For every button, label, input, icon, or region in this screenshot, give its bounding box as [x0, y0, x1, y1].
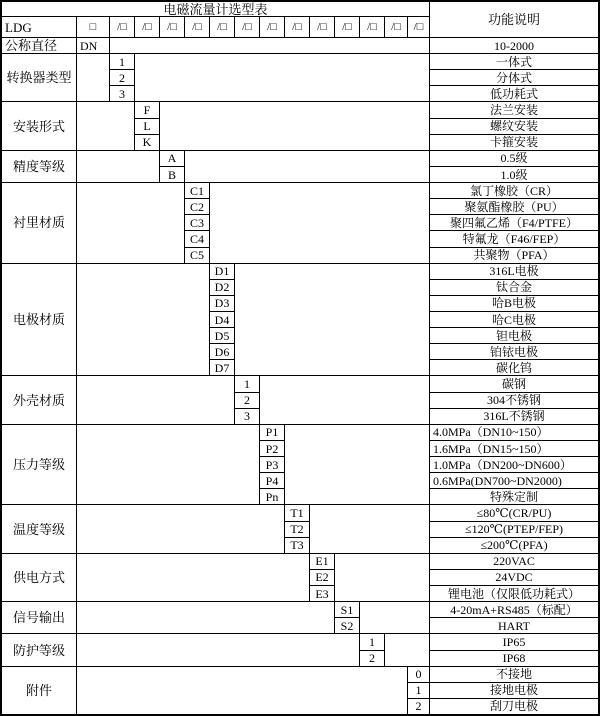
- empty-region: [310, 505, 429, 552]
- option-desc: 碳钢: [430, 376, 598, 391]
- empty-region: [77, 54, 109, 101]
- option-desc: 铂铱电极: [430, 344, 598, 359]
- code-slot: /□: [235, 17, 259, 37]
- option-code: T3: [285, 538, 309, 553]
- option-code: 1: [360, 634, 384, 649]
- option-code: B: [160, 167, 184, 182]
- option-desc: 316L不锈钢: [430, 409, 598, 424]
- model-box: □: [77, 17, 109, 37]
- section-label: 防护等级: [2, 634, 76, 665]
- option-code: Pn: [260, 489, 284, 504]
- option-code: D1: [210, 264, 234, 279]
- code-slot: /□: [185, 17, 209, 37]
- option-desc: 316L电极: [430, 264, 598, 279]
- option-code: F: [135, 102, 159, 117]
- empty-region: [135, 54, 429, 101]
- option-code: P1: [260, 425, 284, 440]
- option-code: 3: [235, 409, 259, 424]
- option-code: 1: [408, 683, 429, 698]
- diameter-desc: 10-2000: [430, 38, 598, 53]
- code-slot: /□: [260, 17, 284, 37]
- section-label: 衬里材质: [2, 183, 76, 263]
- section-label: 精度等级: [2, 151, 76, 182]
- option-desc: 分体式: [430, 70, 598, 85]
- option-code: S2: [335, 618, 359, 633]
- section-label: 电极材质: [2, 264, 76, 376]
- option-desc: 哈B电极: [430, 296, 598, 311]
- option-code: 1: [110, 54, 134, 69]
- empty-region: [210, 183, 429, 263]
- option-desc: 钛合金: [430, 280, 598, 295]
- option-desc: 碳化钨: [430, 360, 598, 375]
- option-desc: 一体式: [430, 54, 598, 69]
- option-desc: 特殊定制: [430, 489, 598, 504]
- code-slot: /□: [335, 17, 359, 37]
- code-slot: /□: [160, 17, 184, 37]
- option-desc: 1.0级: [430, 167, 598, 182]
- table-title: 电磁流量计选型表: [2, 2, 429, 16]
- empty-region: [77, 425, 259, 505]
- option-desc: 24VDC: [430, 570, 598, 585]
- option-code: D5: [210, 328, 234, 343]
- option-desc: 钽电极: [430, 328, 598, 343]
- option-desc: ≤120℃(PTEP/FEP): [430, 522, 598, 537]
- empty-region: [77, 505, 284, 552]
- empty-region: [77, 554, 309, 601]
- empty-region: [77, 102, 134, 149]
- option-desc: 刮刀电极: [430, 699, 598, 714]
- code-slot: /□: [310, 17, 334, 37]
- option-code: E2: [310, 570, 334, 585]
- option-code: 2: [408, 699, 429, 714]
- empty-region: [260, 376, 429, 423]
- option-code: P2: [260, 441, 284, 456]
- option-desc: 不接地: [430, 667, 598, 682]
- option-desc: 0.5级: [430, 151, 598, 166]
- option-code: 1: [235, 376, 259, 391]
- option-code: S1: [335, 602, 359, 617]
- empty-region: [77, 667, 407, 714]
- code-slot: /□: [360, 17, 384, 37]
- option-code: L: [135, 119, 159, 134]
- section-label: 压力等级: [2, 425, 76, 505]
- empty-region: [77, 376, 234, 423]
- code-slot: /□: [135, 17, 159, 37]
- section-label: 外壳材质: [2, 376, 76, 423]
- option-desc: 0.6MPa(DN700~DN2000): [430, 473, 598, 488]
- option-code: A: [160, 151, 184, 166]
- option-code: K: [135, 135, 159, 150]
- option-code: 0: [408, 667, 429, 682]
- option-desc: 4-20mA+RS485（标配）: [430, 602, 598, 617]
- option-desc: 螺纹安装: [430, 119, 598, 134]
- option-desc: 304不锈钢: [430, 393, 598, 408]
- option-code: P4: [260, 473, 284, 488]
- option-code: 2: [110, 70, 134, 85]
- section-label: 附件: [2, 667, 76, 714]
- option-code: E3: [310, 586, 334, 601]
- option-desc: 聚四氟乙烯（F4/PTFE）: [430, 215, 598, 230]
- option-desc: ≤200℃(PFA): [430, 538, 598, 553]
- option-code: E1: [310, 554, 334, 569]
- option-code: C2: [185, 199, 209, 214]
- empty-region: [77, 151, 159, 182]
- section-label: 安装形式: [2, 102, 76, 149]
- option-desc: ≤80℃(CR/PU): [430, 505, 598, 520]
- diameter-code: DN: [77, 38, 109, 53]
- section-label: 信号输出: [2, 602, 76, 633]
- empty-region: [360, 602, 429, 633]
- option-desc: 共聚物（PFA）: [430, 248, 598, 263]
- option-desc: HART: [430, 618, 598, 633]
- option-desc: 锂电池（仅限低功耗式）: [430, 586, 598, 601]
- option-code: T1: [285, 505, 309, 520]
- option-desc: 特氟龙（F46/FEP）: [430, 231, 598, 246]
- option-desc: 接地电极: [430, 683, 598, 698]
- empty-region: [77, 602, 334, 633]
- empty-region: [160, 102, 429, 149]
- section-label: 温度等级: [2, 505, 76, 552]
- empty-region: [335, 554, 429, 601]
- option-desc: 卡箍安装: [430, 135, 598, 150]
- option-desc: 法兰安装: [430, 102, 598, 117]
- code-slot: /□: [110, 17, 134, 37]
- option-code: P3: [260, 457, 284, 472]
- option-desc: IP68: [430, 651, 598, 666]
- option-desc: 氯丁橡胶（CR）: [430, 183, 598, 198]
- option-desc: 1.6MPa（DN15~150）: [430, 441, 598, 456]
- empty-region: [185, 151, 429, 182]
- code-slot: /□: [385, 17, 407, 37]
- option-code: C3: [185, 215, 209, 230]
- option-desc: IP65: [430, 634, 598, 649]
- empty-region: [110, 38, 429, 53]
- empty-region: [285, 425, 429, 505]
- option-code: 2: [360, 651, 384, 666]
- option-code: C5: [185, 248, 209, 263]
- empty-region: [385, 634, 429, 665]
- option-desc: 哈C电极: [430, 312, 598, 327]
- option-desc: 低功耗式: [430, 86, 598, 101]
- option-code: D7: [210, 360, 234, 375]
- option-desc: 4.0MPa（DN10~150）: [430, 425, 598, 440]
- option-code: T2: [285, 522, 309, 537]
- option-code: D2: [210, 280, 234, 295]
- function-column-header: 功能说明: [430, 2, 598, 37]
- empty-region: [235, 264, 429, 376]
- option-code: C1: [185, 183, 209, 198]
- section-label: 转换器类型: [2, 54, 76, 101]
- empty-region: [77, 264, 209, 376]
- option-code: C4: [185, 231, 209, 246]
- code-slot: /□: [285, 17, 309, 37]
- option-code: D4: [210, 312, 234, 327]
- option-code: D6: [210, 344, 234, 359]
- empty-region: [77, 183, 184, 263]
- empty-region: [77, 634, 359, 665]
- option-code: 2: [235, 393, 259, 408]
- option-desc: 1.0MPa（DN200~DN600）: [430, 457, 598, 472]
- option-code: D3: [210, 296, 234, 311]
- code-slot: /□: [408, 17, 429, 37]
- code-slot: /□: [210, 17, 234, 37]
- section-label: 供电方式: [2, 554, 76, 601]
- option-desc: 聚氨酯橡胶（PU）: [430, 199, 598, 214]
- diameter-label: 公称直径: [2, 38, 76, 53]
- model-prefix: LDG: [2, 17, 76, 37]
- option-desc: 220VAC: [430, 554, 598, 569]
- option-code: 3: [110, 86, 134, 101]
